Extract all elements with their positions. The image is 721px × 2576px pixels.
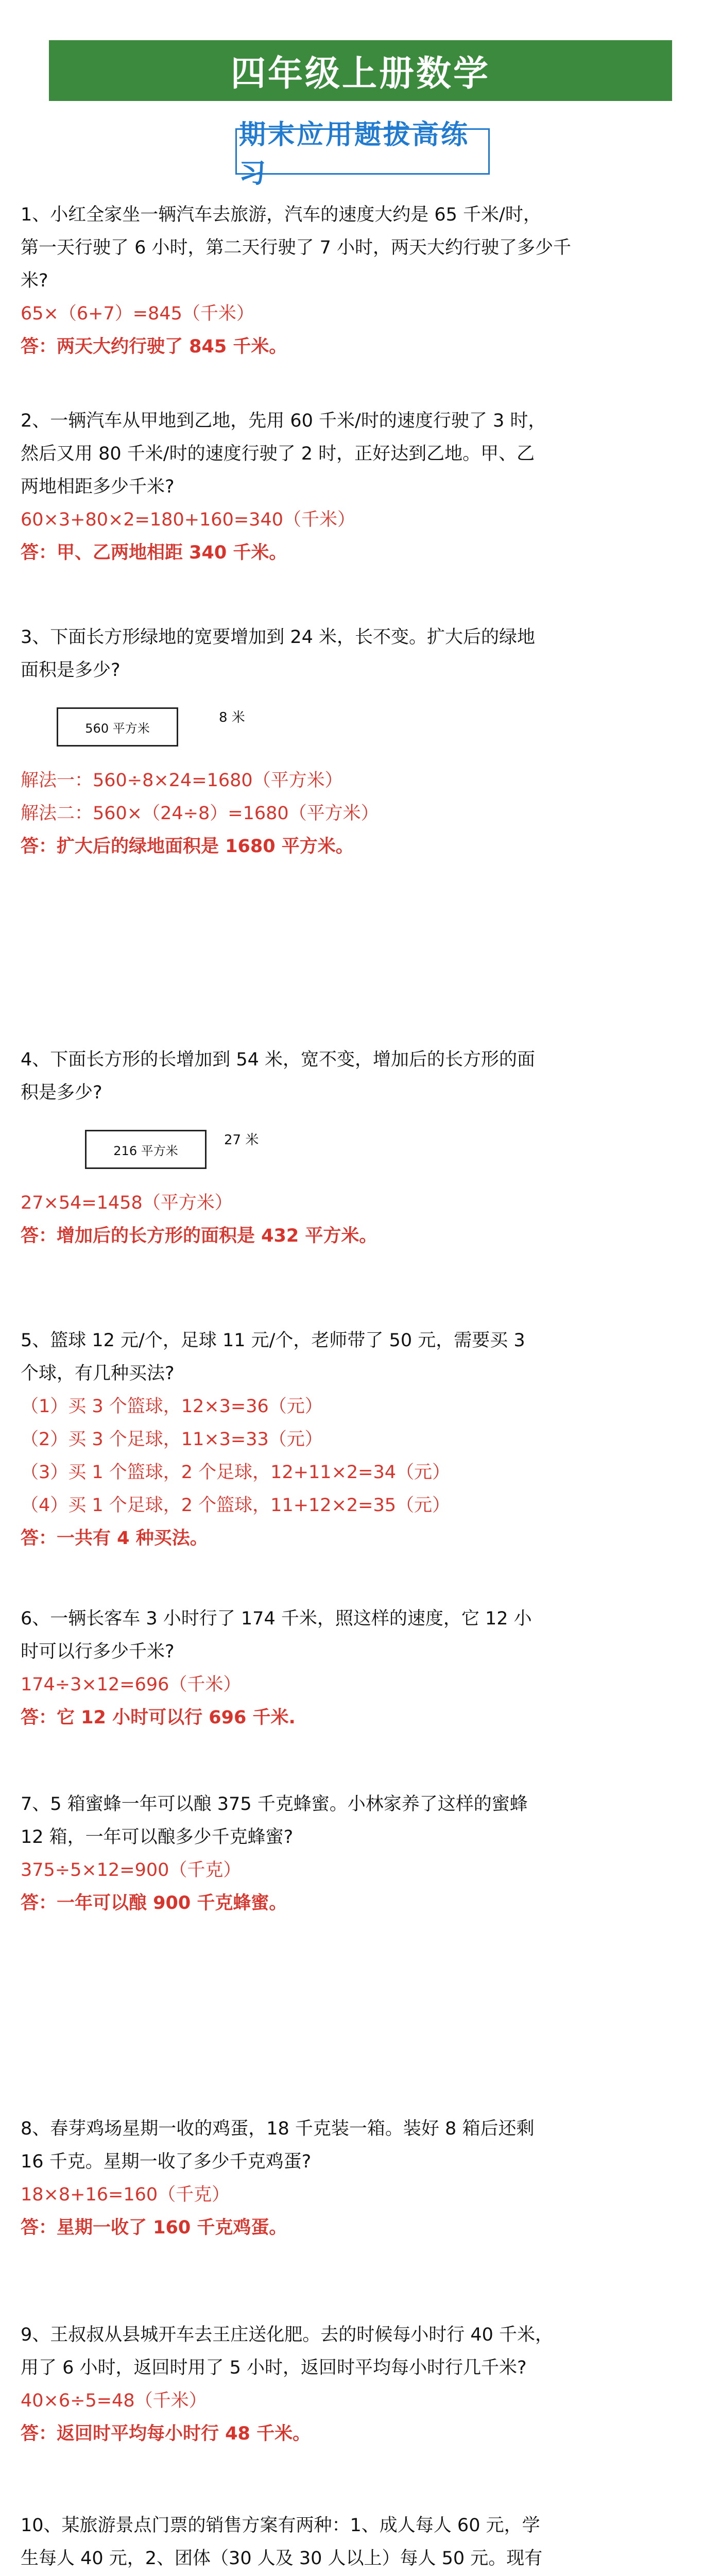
q1-text-line: 1、小红全家坐一辆汽车去旅游，汽车的速度大约是 65 千米/时， xyxy=(21,205,541,225)
q1-text-line: 米? xyxy=(21,270,48,291)
q6-text-line: 6、一辆长客车 3 小时行了 174 千米，照这样的速度，它 12 小 xyxy=(21,1608,532,1629)
q3-rectangle xyxy=(57,707,178,747)
q2-text-line: 两地相距多少千米? xyxy=(21,477,175,497)
q1-calc-line: 65×（6+7）=845（千米） xyxy=(21,303,254,324)
q10-text-line: 10、某旅游景点门票的销售方案有两种：1、成人每人 60 元，学 xyxy=(21,2515,540,2536)
q3-text-line: 3、下面长方形绿地的宽要增加到 24 米，长不变。扩大后的绿地 xyxy=(21,627,536,648)
q3-rectangle-diagram xyxy=(21,687,700,764)
q4-rectangle xyxy=(85,1130,207,1169)
q3-answer: 答：扩大后的绿地面积是 1680 平方米。 xyxy=(21,836,354,857)
q4-text-line: 积是多少? xyxy=(21,1082,102,1103)
q3-calc-line: 解法一：560÷8×24=1680（平方米） xyxy=(21,770,343,791)
q7-text-line: 12 箱，一年可以酿多少千克蜂蜜? xyxy=(21,1827,294,1848)
q2-calc-line: 60×3+80×2=180+160=340（千米） xyxy=(21,510,355,530)
q4-rectangle-diagram xyxy=(21,1109,700,1187)
q7-calc-line: 375÷5×12=900（千克） xyxy=(21,1860,242,1880)
page-subtitle: 期末应用题拔高练习 xyxy=(239,120,470,189)
q9-answer: 答：返回时平均每小时行 48 千米。 xyxy=(21,2424,311,2444)
q7-text-line: 7、5 箱蜜蜂一年可以酿 375 千克蜂蜜。小林家养了这样的蜜蜂 xyxy=(21,1794,528,1815)
q4-calc-line: 27×54=1458（平方米） xyxy=(21,1193,233,1213)
q9-calc-line: 40×6÷5=48（千米） xyxy=(21,2391,207,2411)
q9-text-line: 9、王叔叔从县城开车去王庄送化肥。去的时候每小时行 40 千米， xyxy=(21,2325,554,2345)
q2-text-line: 然后又用 80 千米/时的速度行驶了 2 时，正好达到乙地。甲、乙 xyxy=(21,444,535,464)
question-2 xyxy=(21,404,700,569)
q4-area-label: 216 平方米 xyxy=(113,1143,178,1158)
title-banner xyxy=(49,40,672,101)
question-10 xyxy=(21,2509,700,2576)
q5-text-line: 个球，有几种买法? xyxy=(21,1363,175,1384)
question-3 xyxy=(21,621,700,863)
q8-answer: 答：星期一收了 160 千克鸡蛋。 xyxy=(21,2217,287,2238)
question-5 xyxy=(21,1324,700,1555)
q5-calc-line: （3）买 1 个篮球，2 个足球，12+11×2=34（元） xyxy=(21,1462,451,1483)
q3-width-label: 8 米 xyxy=(219,710,245,725)
q8-calc-line: 18×8+16=160（千克） xyxy=(21,2184,230,2205)
q7-answer: 答：一年可以酿 900 千克蜂蜜。 xyxy=(21,1893,287,1913)
question-4 xyxy=(21,1043,700,1252)
q1-answer: 答：两天大约行驶了 845 千米。 xyxy=(21,336,287,357)
q8-text-line: 16 千克。星期一收了多少千克鸡蛋? xyxy=(21,2151,312,2172)
q5-calc-line: （2）买 3 个足球，11×3=33（元） xyxy=(21,1429,323,1450)
q8-text-line: 8、春芽鸡场星期一收的鸡蛋，18 千克装一箱。装好 8 箱后还剩 xyxy=(21,2119,535,2139)
q5-calc-line: （1）买 3 个篮球，12×3=36（元） xyxy=(21,1396,323,1417)
q6-calc-line: 174÷3×12=696（千米） xyxy=(21,1674,242,1695)
q3-text-line: 面积是多少? xyxy=(21,660,121,681)
subtitle-box xyxy=(237,120,488,189)
question-8 xyxy=(21,2112,700,2244)
q9-text-line: 用了 6 小时，返回时用了 5 小时，返回时平均每小时行几千米? xyxy=(21,2358,527,2378)
q6-text-line: 时可以行多少千米? xyxy=(21,1641,175,1662)
question-1 xyxy=(21,198,700,363)
q4-text-line: 4、下面长方形的长增加到 54 米，宽不变，增加后的长方形的面 xyxy=(21,1049,536,1070)
q5-answer: 答：一共有 4 种买法。 xyxy=(21,1528,208,1549)
q2-answer: 答：甲、乙两地相距 340 千米。 xyxy=(21,543,287,563)
q5-text-line: 5、篮球 12 元/个，足球 11 元/个，老师带了 50 元，需要买 3 xyxy=(21,1330,525,1351)
question-6 xyxy=(21,1602,700,1734)
q5-calc-line: （4）买 1 个足球，2 个篮球，11+12×2=35（元） xyxy=(21,1495,451,1516)
q10-text-line: 生每人 40 元，2、团体（30 人及 30 人以上）每人 50 元。现有 xyxy=(21,2548,543,2569)
q3-calc-line: 解法二：560×（24÷8）=1680（平方米） xyxy=(21,803,379,824)
q3-area-label: 560 平方米 xyxy=(85,721,150,736)
q4-answer: 答：增加后的长方形的面积是 432 平方米。 xyxy=(21,1226,377,1246)
page-title: 四年级上册数学 xyxy=(230,53,490,94)
question-7 xyxy=(21,1788,700,1920)
question-9 xyxy=(21,2318,700,2450)
q4-width-label: 27 米 xyxy=(224,1132,259,1148)
q2-text-line: 2、一辆汽车从甲地到乙地，先用 60 千米/时的速度行驶了 3 时， xyxy=(21,411,546,431)
q6-answer: 答：它 12 小时可以行 696 千米. xyxy=(21,1707,296,1728)
q1-text-line: 第一天行驶了 6 小时，第二天行驶了 7 小时，两天大约行驶了多少千 xyxy=(21,238,572,258)
